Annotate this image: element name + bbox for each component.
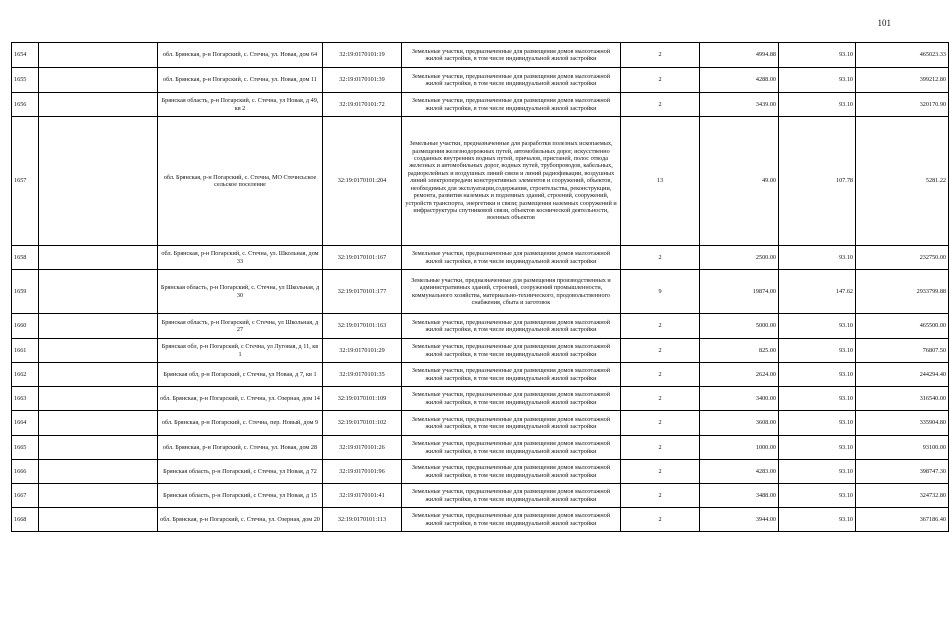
row-number: 1657 [12,117,39,246]
address-cell: обл. Брянская, р-н Погарский, с. Стечна, ул. Новая, дом 28 [158,436,323,460]
cadastral-number-cell: 32:19:0170101:167 [323,246,402,270]
table-row [12,411,949,436]
table-row [12,93,949,117]
rate-cell: 93.10 [779,339,856,363]
address-cell: Брянская область, р-н Погарский, с. Стечна, ул Школьная, д 30 [158,270,323,314]
table-row [12,387,949,411]
cadastral-number-cell: 32:19:0170101:29 [323,339,402,363]
rate-cell: 93.10 [779,363,856,387]
area-cell: 4288.00 [700,68,779,93]
rate-cell: 93.10 [779,93,856,117]
area-cell: 2624.00 [700,363,779,387]
row-number: 1663 [12,387,39,411]
category-cell: 2 [621,246,700,270]
category-cell: 2 [621,436,700,460]
registry-table-body [12,43,949,532]
row-number: 1658 [12,246,39,270]
category-cell: 13 [621,117,700,246]
cadastral-number-cell: 32:19:0170101:41 [323,484,402,508]
rate-cell: 93.10 [779,484,856,508]
land-use-cell: Земельные участки, предназначенные для размещения домов малоэтажной жилой застройки, в том числе индивидуальной жилой застройки [402,387,621,411]
rate-cell: 93.10 [779,411,856,436]
row-number: 1664 [12,411,39,436]
cadastral-value-cell: 76807.50 [856,339,949,363]
land-use-cell: Земельные участки, предназначенные для размещения домов малоэтажной жилой застройки, в том числе индивидуальной жилой застройки [402,484,621,508]
cadastral-value-cell: 398747.30 [856,460,949,484]
area-cell: 2500.00 [700,246,779,270]
cadastral-value-cell: 324732.80 [856,484,949,508]
cadastral-number-cell: 32:19:0170101:35 [323,363,402,387]
cadastral-number-cell: 32:19:0170101:204 [323,117,402,246]
table-row [12,508,949,532]
cadastral-value-cell: 316540.00 [856,387,949,411]
blank-cell [39,314,158,339]
category-cell: 2 [621,363,700,387]
blank-cell [39,117,158,246]
blank-cell [39,68,158,93]
category-cell: 2 [621,460,700,484]
table-row [12,270,949,314]
cadastral-value-cell: 367186.40 [856,508,949,532]
cadastral-value-cell: 465023.33 [856,43,949,68]
row-number: 1661 [12,339,39,363]
area-cell: 4283.00 [700,460,779,484]
table-row [12,363,949,387]
blank-cell [39,363,158,387]
cadastral-value-cell: 5281.22 [856,117,949,246]
row-number: 1665 [12,436,39,460]
blank-cell [39,411,158,436]
address-cell: Брянская область, р-н Погарский, с Стечна, ул Школьная, д 27 [158,314,323,339]
rate-cell: 93.10 [779,387,856,411]
row-number: 1659 [12,270,39,314]
table-row [12,68,949,93]
row-number: 1668 [12,508,39,532]
cadastral-value-cell: 320170.90 [856,93,949,117]
blank-cell [39,93,158,117]
land-use-cell: Земельные участки, предназначенные для размещения производственных и административных зданий, строений, сооружений промышленности, коммунального хозяйства, материально-технического, продовольственного снабжения, сбыта и заготовок [402,270,621,314]
category-cell: 2 [621,314,700,339]
table-row [12,314,949,339]
category-cell: 2 [621,387,700,411]
category-cell: 2 [621,484,700,508]
cadastral-number-cell: 32:19:0170101:109 [323,387,402,411]
rate-cell: 93.10 [779,436,856,460]
land-use-cell: Земельные участки, предназначенные для размещения домов малоэтажной жилой застройки, в том числе индивидуальной жилой застройки [402,339,621,363]
address-cell: Брянская область, р-н Погарский, с. Стечна, ул Новая, д 49, кв 2 [158,93,323,117]
blank-cell [39,43,158,68]
area-cell: 3488.00 [700,484,779,508]
cadastral-number-cell: 32:19:0170101:177 [323,270,402,314]
rate-cell: 93.10 [779,508,856,532]
category-cell: 2 [621,93,700,117]
blank-cell [39,270,158,314]
category-cell: 2 [621,339,700,363]
category-cell: 2 [621,43,700,68]
rate-cell: 93.10 [779,314,856,339]
rate-cell: 147.62 [779,270,856,314]
cadastral-value-cell: 335904.80 [856,411,949,436]
land-use-cell: Земельные участки, предназначенные для размещения домов малоэтажной жилой застройки, в том числе индивидуальной жилой застройки [402,246,621,270]
address-cell: обл. Брянская, р-н Погарский, с. Стечна, МО Стечнсьское сельское поселение [158,117,323,246]
rate-cell: 93.10 [779,68,856,93]
area-cell: 5000.00 [700,314,779,339]
table-row [12,246,949,270]
cadastral-number-cell: 32:19:0170101:96 [323,460,402,484]
area-cell: 4994.88 [700,43,779,68]
area-cell: 3608.00 [700,411,779,436]
blank-cell [39,387,158,411]
category-cell: 2 [621,508,700,532]
row-number: 1656 [12,93,39,117]
area-cell: 1000.00 [700,436,779,460]
area-cell: 19874.00 [700,270,779,314]
area-cell: 49.00 [700,117,779,246]
cadastral-value-cell: 465500.00 [856,314,949,339]
land-use-cell: Земельные участки, предназначенные для размещения домов малоэтажной жилой застройки, в том числе индивидуальной жилой застройки [402,68,621,93]
land-use-cell: Земельные участки, предназначенные для размещения домов малоэтажной жилой застройки, в том числе индивидуальной жилой застройки [402,460,621,484]
address-cell: Брянская область, р-н Погарский, с Стечна, ул Новая, д 72 [158,460,323,484]
address-cell: Брянская обл, р-н Погарский, с Стечна, ул Луговая, д 11, кв 1 [158,339,323,363]
blank-cell [39,508,158,532]
cadastral-value-cell: 399212.80 [856,68,949,93]
cadastral-number-cell: 32:19:0170101:102 [323,411,402,436]
cadastral-number-cell: 32:19:0170101:19 [323,43,402,68]
rate-cell: 93.10 [779,460,856,484]
table-row [12,460,949,484]
land-use-cell: Земельные участки, предназначенные для размещения домов малоэтажной жилой застройки, в том числе индивидуальной жилой застройки [402,43,621,68]
land-use-cell: Земельные участки, предназначенные для размещения домов малоэтажной жилой застройки, в том числе индивидуальной жилой застройки [402,314,621,339]
table-row [12,436,949,460]
blank-cell [39,246,158,270]
row-number: 1660 [12,314,39,339]
address-cell: обл. Брянская, р-н Погарский, с. Стечна, ул. Новая, дом 64 [158,43,323,68]
area-cell: 3400.00 [700,387,779,411]
blank-cell [39,436,158,460]
page-number: 101 [877,18,891,28]
row-number: 1667 [12,484,39,508]
land-use-cell: Земельные участки, предназначенные для размещения домов малоэтажной жилой застройки, в том числе индивидуальной жилой застройки [402,411,621,436]
cadastral-value-cell: 232750.00 [856,246,949,270]
address-cell: Брянская обл, р-н Погарский, с Стечна, ул Новая, д 7, кв 1 [158,363,323,387]
table-row [12,484,949,508]
land-use-cell: Земельные участки, предназначенные для размещения домов малоэтажной жилой застройки, в том числе индивидуальной жилой застройки [402,363,621,387]
cadastral-value-cell: 93100.00 [856,436,949,460]
cadastral-value-cell: 2933799.88 [856,270,949,314]
address-cell: обл. Брянская, р-н Погарский, с. Стечна, ул. Озерная, дом 20 [158,508,323,532]
address-cell: обл. Брянская, р-н Погарский, с. Стечна, ул. Новая, дом 11 [158,68,323,93]
row-number: 1655 [12,68,39,93]
land-use-cell: Земельные участки, предназначенные для разработки полезных ископаемых, размещения железнодорожных путей, автомобильных дорог, искусственно созданных внутренних водных путей, причалов, пристаней, полос отвода железных и автомобильных дорог, водных путей, трубопроводов, кабельных, радиорелейных и воздушных линий связи и линий радиофикации, воздушных линий электропередачи конструктивных элементов и сооружений, объектов, необходимых для эксплуатации,содержания, строительства, реконструкции, ремонта, развития наземных и подземных зданий, строений, сооружений, устройств транспорта, энергетики и связи; размещения наземных сооружений и инфраструктуры спутниковой связи, объектов космической деятельности, военных объектов [402,117,621,246]
rate-cell: 93.10 [779,43,856,68]
blank-cell [39,484,158,508]
land-use-cell: Земельные участки, предназначенные для размещения домов малоэтажной жилой застройки, в том числе индивидуальной жилой застройки [402,436,621,460]
cadastral-number-cell: 32:19:0170101:26 [323,436,402,460]
land-use-cell: Земельные участки, предназначенные для размещения домов малоэтажной жилой застройки, в том числе индивидуальной жилой застройки [402,93,621,117]
cadastral-number-cell: 32:19:0170101:72 [323,93,402,117]
cadastral-number-cell: 32:19:0170101:39 [323,68,402,93]
blank-cell [39,460,158,484]
row-number: 1662 [12,363,39,387]
category-cell: 2 [621,411,700,436]
category-cell: 2 [621,68,700,93]
table-row [12,117,949,246]
row-number: 1666 [12,460,39,484]
area-cell: 3944.00 [700,508,779,532]
cadastral-number-cell: 32:19:0170101:163 [323,314,402,339]
table-row [12,339,949,363]
cadastral-value-cell: 244294.40 [856,363,949,387]
cadastral-number-cell: 32:19:0170101:113 [323,508,402,532]
rate-cell: 107.78 [779,117,856,246]
row-number: 1654 [12,43,39,68]
rate-cell: 93.10 [779,246,856,270]
address-cell: обл. Брянская, р-н Погарский, с. Стечна, пер. Новый, дом 9 [158,411,323,436]
table-row [12,43,949,68]
address-cell: Брянская область, р-н Погарский, с Стечна, ул Новая, д 15 [158,484,323,508]
land-plot-registry-table [11,42,949,532]
area-cell: 825.00 [700,339,779,363]
land-use-cell: Земельные участки, предназначенные для размещения домов малоэтажной жилой застройки, в том числе индивидуальной жилой застройки [402,508,621,532]
address-cell: обл. Брянская, р-н Погарский, с. Стечна, ул. Школьная, дом 33 [158,246,323,270]
category-cell: 9 [621,270,700,314]
blank-cell [39,339,158,363]
area-cell: 3439.00 [700,93,779,117]
address-cell: обл. Брянская, р-н Погарский, с. Стечна, ул. Озерная, дом 14 [158,387,323,411]
